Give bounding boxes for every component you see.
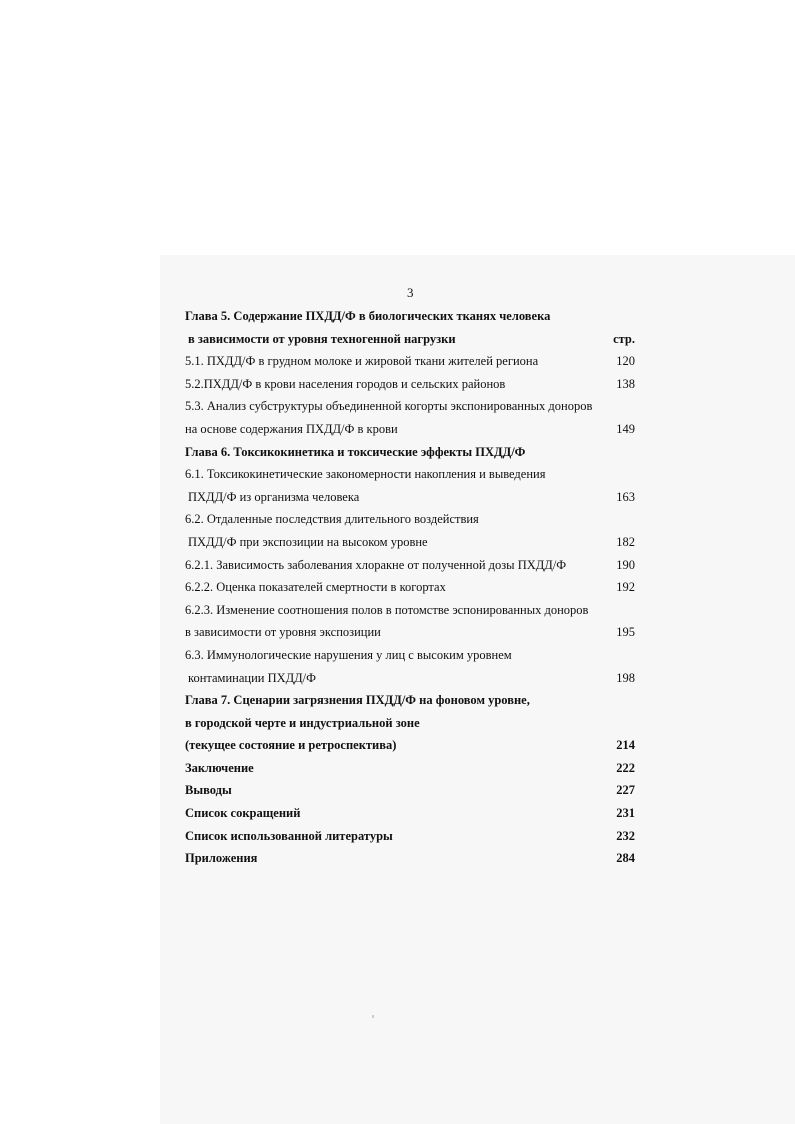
toc-entry-page: 232: [616, 828, 635, 843]
toc-entry-text: (текущее состояние и ретроспектива): [185, 738, 397, 753]
toc-entry-text: Выводы: [185, 783, 232, 798]
toc-page-header: стр.: [613, 331, 635, 346]
toc-entry-page: 138: [616, 376, 635, 391]
toc-entry-text: Список использованной литературы: [185, 828, 393, 843]
toc-entry-text: в зависимости от уровня экспозиции: [185, 625, 381, 640]
toc-entry-page: 231: [616, 806, 635, 821]
toc-entry-page: 149: [616, 421, 635, 436]
toc-row: [185, 418, 645, 441]
toc-entry-text: Глава 7. Сценарии загрязнения ПХДД/Ф на фоновом уровне,: [185, 693, 530, 708]
toc-entry-text: в городской черте и индустриальной зоне: [185, 715, 420, 730]
toc-entry-text: 5.3. Анализ субструктуры объединенной когорты экспонированных доноров: [185, 399, 593, 414]
scan-speck: [372, 1015, 374, 1018]
toc-entry-text: Глава 6. Токсикокинетика и токсические эффекты ПХДД/Ф: [185, 444, 526, 459]
toc-entry-text: 6.1. Токсикокинетические закономерности накопления и выведения: [185, 467, 546, 482]
toc-row: [185, 599, 645, 622]
toc-entry-page: 227: [616, 783, 635, 798]
table-of-contents: [185, 305, 645, 870]
toc-row: [185, 328, 645, 351]
toc-row: [185, 554, 645, 577]
toc-entry-text: в зависимости от уровня техногенной нагрузки: [188, 331, 456, 346]
toc-row: [185, 531, 645, 554]
toc-row: [185, 508, 645, 531]
toc-row: [185, 779, 645, 802]
toc-entry-text: 6.2.1. Зависимость заболевания хлоракне от полученной дозы ПХДД/Ф: [185, 557, 567, 572]
toc-entry-page: 195: [616, 625, 635, 640]
toc-row: [185, 825, 645, 848]
toc-row: [185, 395, 645, 418]
toc-entry-page: 182: [616, 534, 635, 549]
toc-entry-text: 5.2.ПХДД/Ф в крови населения городов и сельских районов: [185, 376, 506, 391]
toc-entry-page: 222: [616, 760, 635, 775]
toc-entry-text: 6.2.2. Оценка показателей смертности в когортах: [185, 580, 446, 595]
toc-row: [185, 712, 645, 735]
toc-entry-text: 5.1. ПХДД/Ф в грудном молоке и жировой ткани жителей региона: [185, 354, 539, 369]
toc-entry-text: 6.3. Иммунологические нарушения у лиц с высоким уровнем: [185, 647, 512, 662]
toc-entry-text: Заключение: [185, 760, 254, 775]
page-number: 3: [407, 285, 414, 300]
toc-entry-text: ПХДД/Ф при экспозиции на высоком уровне: [188, 534, 428, 549]
toc-row: [185, 802, 645, 825]
toc-entry-page: 163: [616, 489, 635, 504]
toc-entry-text: 6.2.3. Изменение соотношения полов в потомстве эспонированных доноров: [185, 602, 589, 617]
toc-row: [185, 689, 645, 712]
toc-row: [185, 463, 645, 486]
toc-entry-page: 190: [616, 557, 635, 572]
toc-row: [185, 621, 645, 644]
toc-entry-page: 198: [616, 670, 635, 685]
toc-entry-text: на основе содержания ПХДД/Ф в крови: [185, 421, 398, 436]
toc-entry-text: 6.2. Отдаленные последствия длительного воздействия: [185, 512, 479, 527]
toc-entry-text: Список сокращений: [185, 806, 301, 821]
toc-row: [185, 441, 645, 464]
toc-row: [185, 486, 645, 509]
toc-row: [185, 305, 645, 328]
toc-entry-page: 120: [616, 354, 635, 369]
toc-row: [185, 734, 645, 757]
toc-row: [185, 576, 645, 599]
toc-row: [185, 644, 645, 667]
toc-row: [185, 373, 645, 396]
toc-row: [185, 667, 645, 690]
toc-row: [185, 757, 645, 780]
toc-entry-page: 192: [616, 580, 635, 595]
toc-entry-text: ПХДД/Ф из организма человека: [188, 489, 360, 504]
toc-entry-page: 284: [616, 851, 635, 866]
toc-row: [185, 350, 645, 373]
toc-entry-text: Глава 5. Содержание ПХДД/Ф в биологических тканях человека: [185, 309, 551, 323]
toc-row: [185, 847, 645, 870]
toc-entry-page: 214: [616, 738, 635, 753]
toc-entry-text: контаминации ПХДД/Ф: [188, 670, 317, 685]
toc-entry-text: Приложения: [185, 851, 258, 866]
